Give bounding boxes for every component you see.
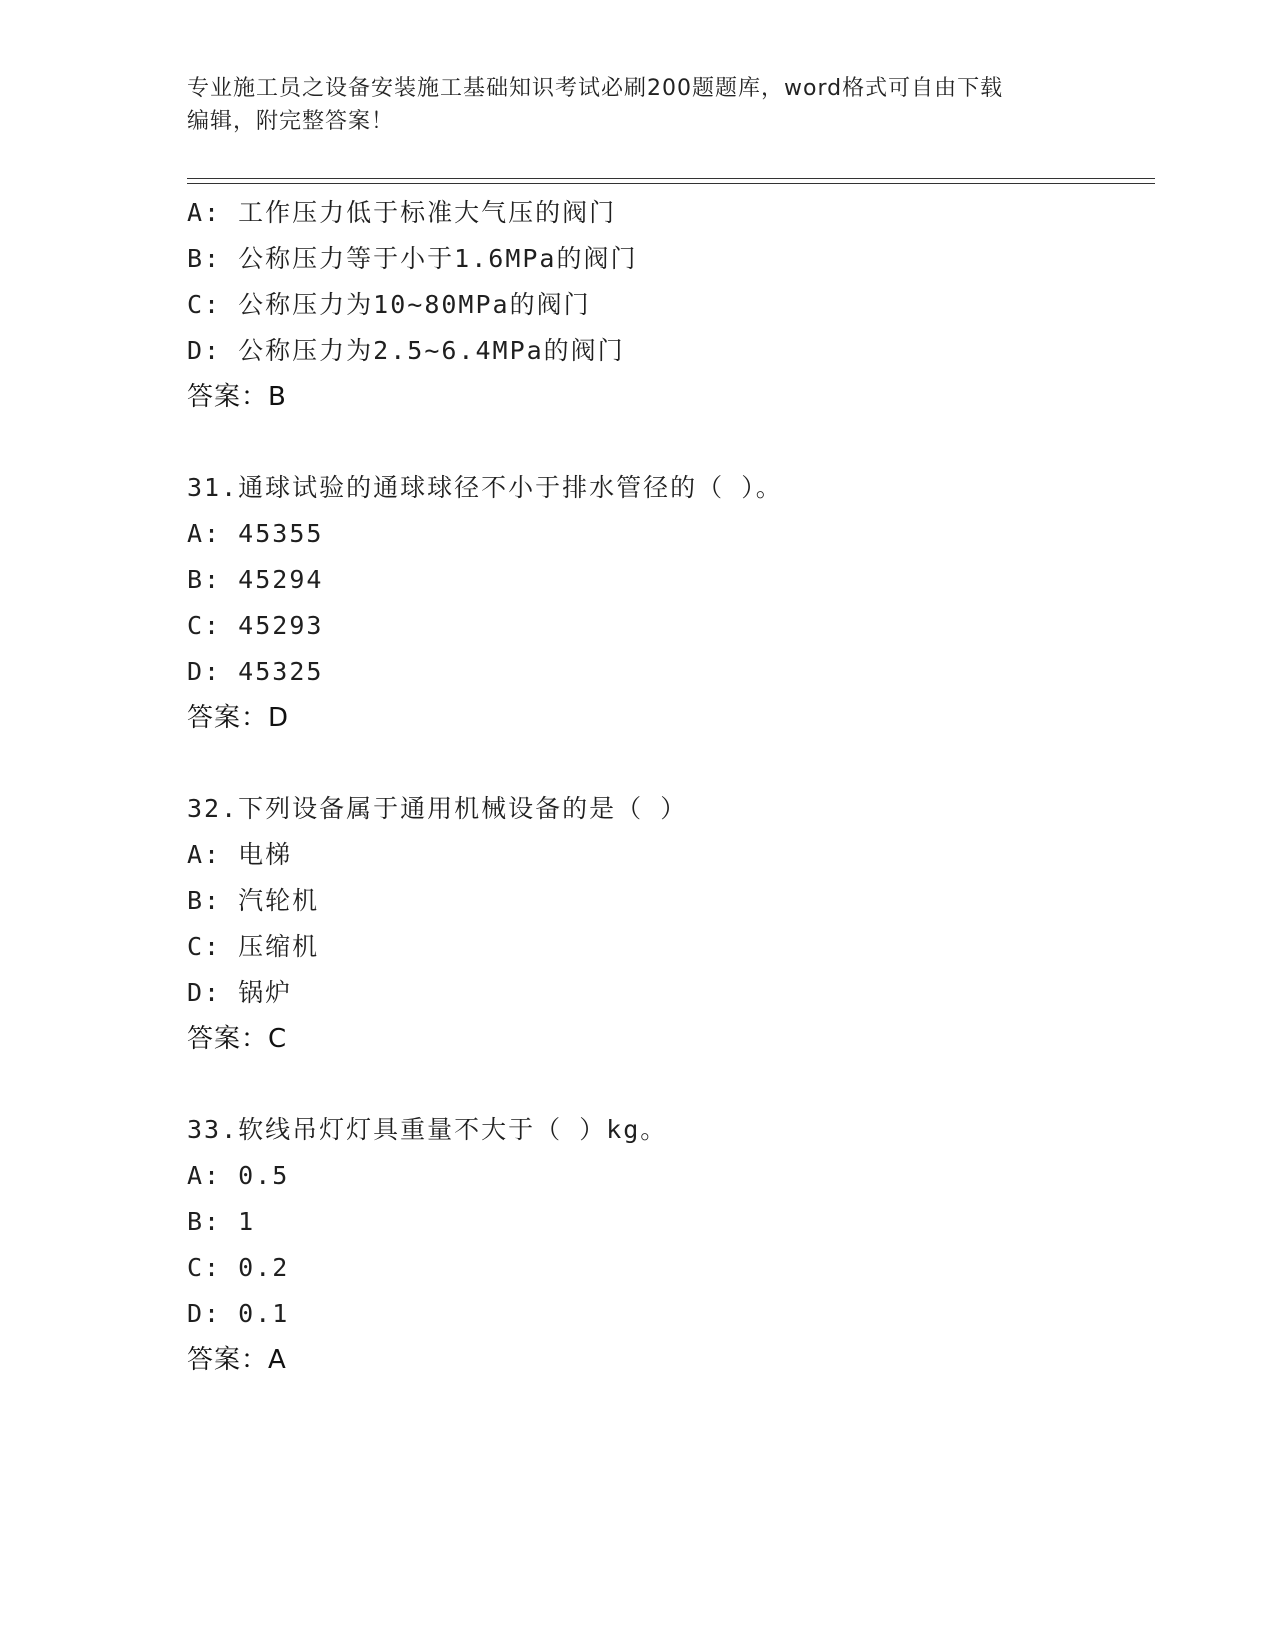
header-line-2: 编辑，附完整答案！ [187, 109, 395, 134]
option-text: 公称压力为2.5~6.4MPa的阀门 [238, 336, 625, 365]
option-label: A: [187, 840, 222, 869]
option-text: 1 [238, 1207, 256, 1236]
question-block-32 [187, 786, 1147, 1062]
option-c [187, 924, 1147, 970]
option-label: A: [187, 519, 222, 548]
option-b [187, 1199, 1147, 1245]
question-list [187, 190, 1147, 1383]
answer: 答案：A [187, 1345, 287, 1375]
option-label: C: [187, 290, 222, 319]
question-stem: 32.下列设备属于通用机械设备的是（ ） [187, 794, 688, 823]
option-label: B: [187, 244, 222, 273]
header-rule-top [187, 178, 1155, 179]
option-text: 公称压力等于小于1.6MPa的阀门 [238, 244, 638, 273]
question-block-prev [187, 190, 1147, 420]
option-text: 压缩机 [238, 932, 320, 961]
option-text: 0.2 [238, 1253, 290, 1282]
option-b [187, 557, 1147, 603]
option-d [187, 970, 1147, 1016]
header-line-1: 专业施工员之设备安装施工基础知识考试必刷200题题库，word格式可自由下载 [187, 76, 1004, 101]
option-c [187, 282, 1147, 328]
option-label: D: [187, 1299, 222, 1328]
option-a [187, 1153, 1147, 1199]
option-label: A: [187, 1161, 222, 1190]
option-c [187, 603, 1147, 649]
option-text: 0.5 [238, 1161, 290, 1190]
option-label: D: [187, 336, 222, 365]
document-header [187, 72, 1087, 138]
option-d [187, 328, 1147, 374]
option-b [187, 878, 1147, 924]
question-block-33 [187, 1107, 1147, 1383]
option-b [187, 236, 1147, 282]
option-text: 电梯 [238, 840, 293, 869]
option-d [187, 649, 1147, 695]
option-a [187, 832, 1147, 878]
option-text: 45355 [238, 519, 324, 548]
question-stem: 33.软线吊灯灯具重量不大于（ ）kg。 [187, 1115, 668, 1144]
option-label: D: [187, 657, 222, 686]
option-label: B: [187, 565, 222, 594]
option-text: 锅炉 [238, 978, 293, 1007]
option-label: D: [187, 978, 222, 1007]
option-label: B: [187, 886, 222, 915]
option-text: 45293 [238, 611, 324, 640]
option-d [187, 1291, 1147, 1337]
header-rule-bottom [187, 183, 1155, 184]
answer: 答案：B [187, 382, 287, 412]
answer: 答案：C [187, 1024, 288, 1054]
option-label: C: [187, 1253, 222, 1282]
option-label: A: [187, 198, 222, 227]
option-text: 工作压力低于标准大气压的阀门 [238, 198, 617, 227]
option-label: C: [187, 611, 222, 640]
option-a [187, 190, 1147, 236]
option-text: 45294 [238, 565, 324, 594]
question-block-31 [187, 465, 1147, 741]
option-text: 公称压力为10~80MPa的阀门 [238, 290, 591, 319]
option-text: 45325 [238, 657, 324, 686]
question-stem: 31.通球试验的通球球径不小于排水管径的（ ）。 [187, 473, 783, 502]
answer: 答案：D [187, 703, 290, 733]
option-text: 汽轮机 [238, 886, 320, 915]
option-text: 0.1 [238, 1299, 290, 1328]
option-label: B: [187, 1207, 222, 1236]
option-c [187, 1245, 1147, 1291]
option-a [187, 511, 1147, 557]
option-label: C: [187, 932, 222, 961]
